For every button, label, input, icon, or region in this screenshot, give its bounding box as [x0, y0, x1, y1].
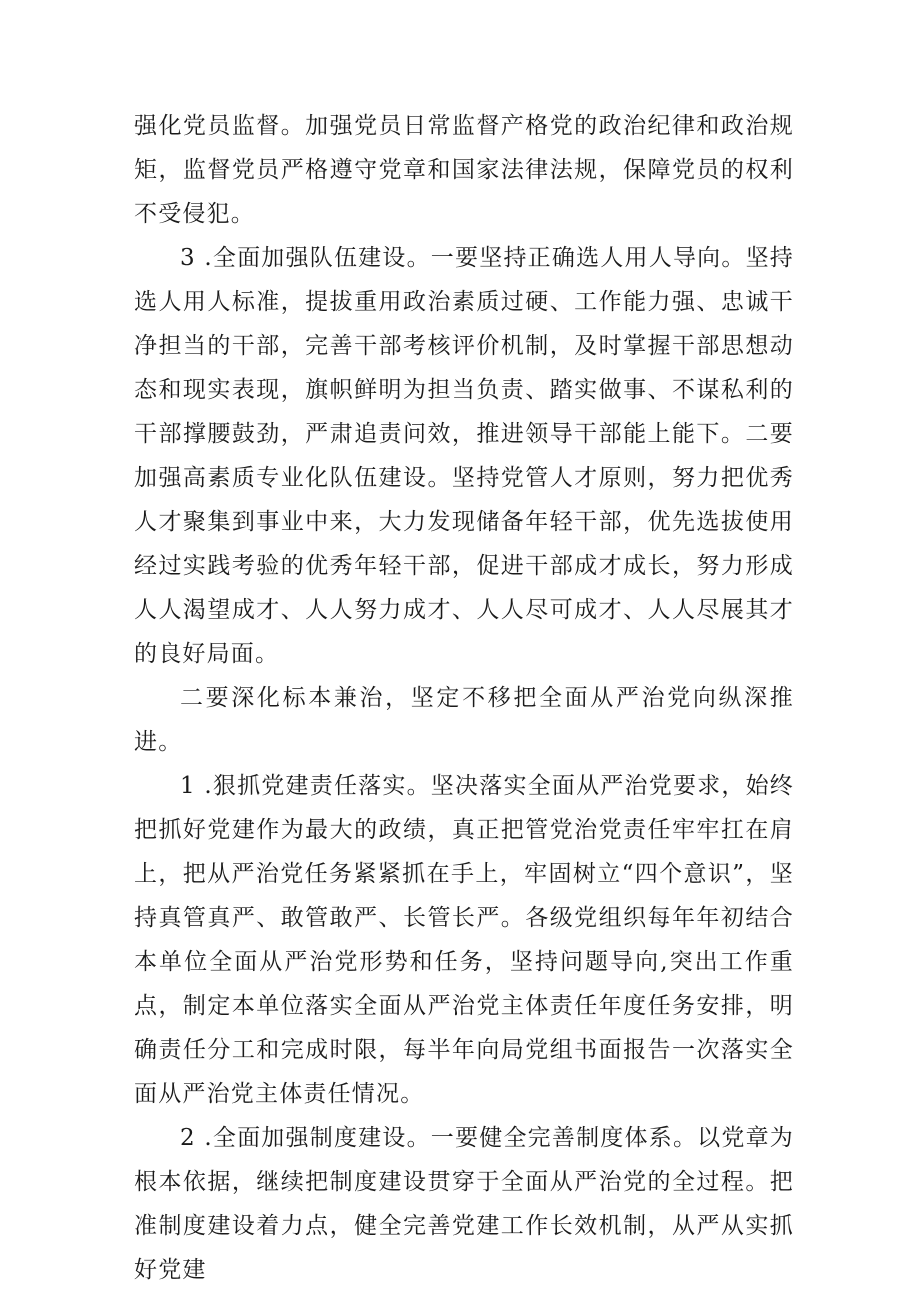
document-body [134, 104, 794, 1292]
paragraph-1-continuation: 强化党员监督。加强党员日常监督产格党的政治纪律和政治规矩，监督党员严格遵守党章和国家法律法规，保障党员的权利不受侵犯。 [134, 113, 794, 227]
paragraph-4-responsibility: 1 .狠抓党建责任落实。坚决落实全面从严治党要求，始终把抓好党建作为最大的政绩，真正把管党治党责任牢牢扛在肩上，把从严治党任务紧紧抓在手上，牢固树立“四个意识”，坚持真管真严、敢管敢严、长管长严。各级党组织每年年初结合本单位全面从严治党形势和任务，坚持问题导向,突出工作重点，制定本单位落实全面从严治党主体责任年度任务安排，明确责任分工和完成时限，每半年向局党组书面报告一次落实全面从严治党主体责任情况。 [134, 773, 794, 1107]
paragraph-2-team-building: 3 .全面加强队伍建设。一要坚持正确选人用人导向。坚持选人用人标准，提拔重用政治素质过硬、工作能力强、忠诚干净担当的干部，完善干部考核评价机制，及时掌握干部思想动态和现实表现，旗帜鲜明为担当负责、踏实做事、不谋私利的干部撑腰鼓劲，严肃追责问效，推进领导干部能上能下。二要加强高素质专业化队伍建设。坚持党管人才原则，努力把优秀人才聚集到事业中来，大力发现储备年轻干部，优先选拔使用经过实践考验的优秀年轻干部，促进干部成才成长，努力形成人人渴望成才、人人努力成才、人人尽可成才、人人尽展其才的良好局面。 [134, 245, 794, 667]
paragraph-3-section-heading: 二要深化标本兼治，坚定不移把全面从严治党向纵深推进。 [134, 685, 794, 755]
paragraph-5-system-building: 2 .全面加强制度建设。一要健全完善制度体系。以党章为根本依据，继续把制度建设贯穿于全面从严治党的全过程。把准制度建设着力点，健全完善党建工作长效机制，从严从实抓好党建 [134, 1125, 794, 1283]
